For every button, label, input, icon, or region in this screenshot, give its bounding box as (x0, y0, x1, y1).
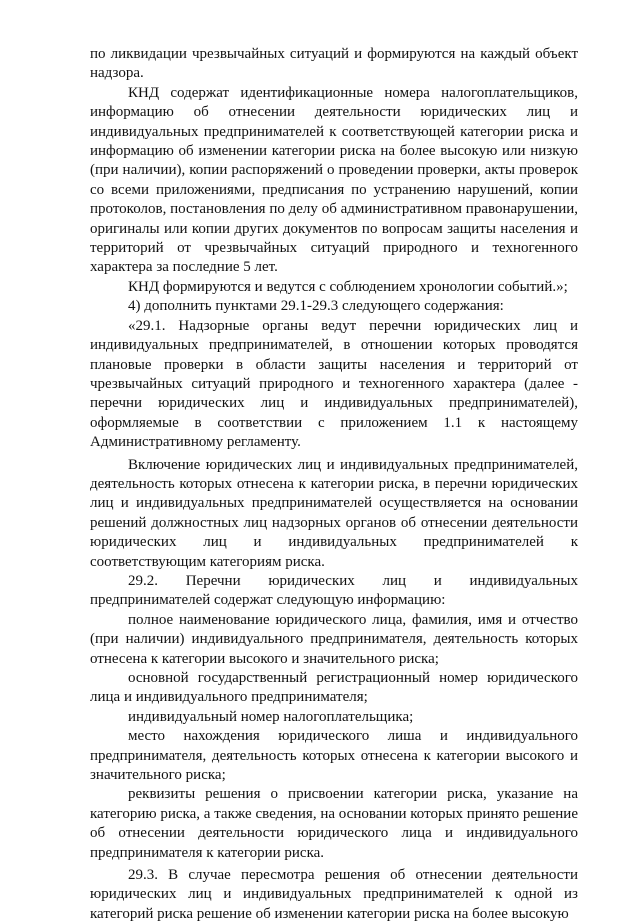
paragraph-11: место нахождения юридического лиша и индивидуального предпринимателя, деятельность которых отнесена к категории высокого и значительного риска; (90, 728, 578, 784)
paragraph-13: 29.3. В случае пересмотра решения об отнесении деятельности юридических лиц и индивидуальных предпринимателей к одной из категорий риска решение об изменении категории риска на более высокую (90, 867, 578, 922)
document-page (90, 45, 578, 924)
paragraph-7: 29.2. Перечни юридических лиц и индивидуальных предпринимателей содержат следующую информацию: (90, 572, 578, 609)
paragraph-2: КНД содержат идентификационные номера налогоплательщиков, информацию об отнесении деятельности юридических лиц и индивидуальных предпринимателей к соответствующей категории риска и информацию об изменении категории риска на более высокую или низкую (при наличии), копии распоряжений о проведении проверки, акты проверок со всеми приложениями, предписания по устранению нарушений, копии протоколов, постановления по делу об административном правонарушении, оригиналы или копии других документов по вопросам защиты населения и территорий от чрезвычайных ситуаций природного и техногенного характера за последние 5 лет. (90, 84, 578, 276)
paragraph-10: индивидуальный номер налогоплательщика; (128, 708, 414, 725)
paragraph-9: основной государственный регистрационный номер юридического лица и индивидуального предпринимателя; (90, 670, 578, 706)
paragraph-1: по ликвидации чрезвычайных ситуаций и формируются на каждый объект надзора. (90, 46, 578, 82)
paragraph-4: 4) дополнить пунктами 29.1-29.3 следующего содержания: (128, 298, 504, 315)
paragraph-5: «29.1. Надзорные органы ведут перечни юридических лиц и индивидуальных предпринимателей, в отношении которых проводятся плановые проверки в области защиты населения и территорий от чрезвычайных ситуаций природного и техногенного характера (далее - перечни юридических лиц и индивидуальных предпринимателей), оформляемые в соответствии с приложением 1.1 к настоящему Административному регламенту. (90, 317, 578, 451)
paragraph-8: полное наименование юридического лица, фамилия, имя и отчество (при наличии) индивидуального предпринимателя, деятельность которых отнесена к категории высокого и значительного риска; (90, 611, 578, 667)
paragraph-3: КНД формируются и ведутся с соблюдением хронологии событий.»; (128, 278, 568, 295)
paragraph-12: реквизиты решения о присвоении категории риска, указание на категорию риска, а также сведения, на основании которых принято решение об отнесении деятельности юридического лица и индивидуального предпринимателя к категории риска. (90, 786, 578, 861)
paragraph-6: Включение юридических лиц и индивидуальных предпринимателей, деятельность которых отнесена к категории риска, в перечни юридических лиц и индивидуальных предпринимателей осуществляется на основании решений должностных лиц надзорных органов об отнесении деятельности юридических лиц и индивидуальных предпринимателей к соответствующим категориям риска. (90, 456, 578, 570)
